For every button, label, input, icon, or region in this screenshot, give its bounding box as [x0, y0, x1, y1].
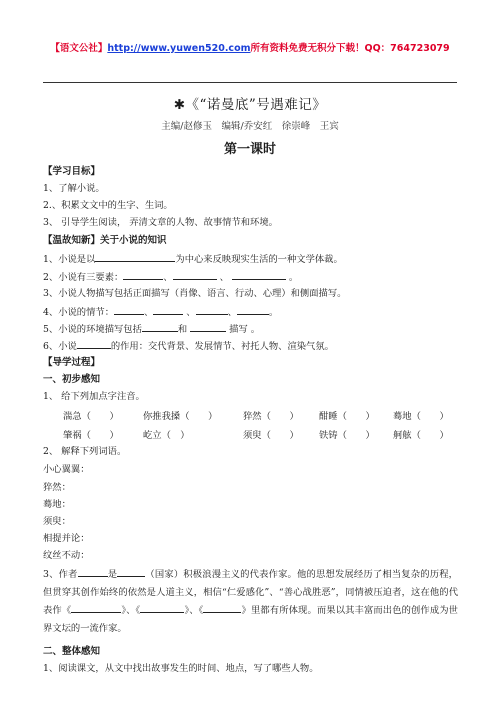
part-two-heading: 二、整体感知 — [43, 646, 101, 657]
goal-item: 2.、积累文文中的生字、生词。 — [43, 200, 173, 211]
header-suffix: 所有资料免费无积分下载！QQ：764723079 — [250, 43, 450, 54]
page-title: ✱《“诺曼底”号遇难记》 — [173, 97, 327, 113]
vocab-item: 须臾： — [43, 516, 71, 527]
fill-blank[interactable] — [95, 252, 175, 262]
question-1: 1、 给下列加点字注音。 — [43, 391, 145, 402]
pinyin-item: 肇祸（ ） — [63, 430, 119, 441]
pinyin-row-2 — [63, 427, 463, 441]
fill-blank[interactable] — [237, 305, 269, 315]
fill-blank[interactable] — [190, 322, 226, 332]
site-header — [0, 40, 500, 54]
goals-heading: 【学习目标】 — [43, 166, 101, 177]
pinyin-item: 须臾（ ） — [243, 430, 299, 441]
header-url-link[interactable]: http://www.yuwen520.com — [107, 43, 251, 54]
fill-blank[interactable] — [123, 270, 163, 280]
pinyin-item: 你推我搡（ ） — [143, 411, 218, 422]
vocab-item: 相提并论： — [43, 533, 90, 544]
pinyin-item: 湍急（ ） — [63, 411, 119, 422]
pinyin-row-1 — [63, 408, 463, 422]
part-one-heading: 一、初步感知 — [43, 374, 101, 385]
question-4: 1、阅读课文，从文中找出故事发生的时间、地点，写了哪些人物。 — [43, 663, 319, 674]
pinyin-item: 蓦地（ ） — [393, 411, 449, 422]
review-line-6: 6、小说 的作用：交代背景、发展情节、衬托人物、渲染气氛。 — [43, 341, 334, 352]
fill-blank[interactable] — [196, 305, 228, 315]
review-line-5: 5、小说的环境描写包括 和 描写 。 — [43, 324, 260, 335]
fill-blank[interactable] — [232, 270, 286, 280]
editors-line: 主编/赵修玉 编辑/乔安红 徐崇峰 王宾 — [161, 121, 339, 132]
fill-blank[interactable] — [153, 305, 183, 315]
fill-blank[interactable] — [117, 567, 145, 577]
vocab-item: 纹丝不动： — [43, 550, 90, 561]
review-line-4: 4、小说的情节： 、 、 、 。 — [43, 307, 279, 318]
review-line-2: 2、小说有三要素： 、 、 。 — [43, 272, 299, 283]
goal-item: 3、 引导学生阅读， 弄清文章的人物、故事情节和环境。 — [43, 217, 278, 228]
vocab-item: 猝然： — [43, 482, 71, 493]
fill-blank[interactable] — [142, 322, 178, 332]
pinyin-item: 舸舷（ ） — [393, 430, 449, 441]
vocab-item: 小心翼翼： — [43, 464, 90, 475]
fill-blank[interactable] — [140, 603, 184, 613]
review-line-1: 1、小说是以 为中心来反映现实生活的一种文学体裁。 — [43, 254, 343, 265]
guide-heading: 【导学过程】 — [43, 357, 101, 368]
pinyin-item: 屹立（ ） — [143, 430, 190, 441]
header-divider — [43, 82, 457, 83]
question-3-paragraph: 3、作者 是 （国家）积极浪漫主义的代表作家。他的思想发展经历了相当复杂的历程，但贯穿其创作始终的依然是人道主义，相信“仁爱感化”、“善心战胜恶”，同情被压迫者，这在他的代表作《 》、《 》、《 》里都有所体现。而果以其丰富而出色的创作成为世界文坛的一流作家。 — [43, 569, 458, 634]
fill-blank[interactable] — [114, 305, 144, 315]
fill-blank[interactable] — [203, 603, 241, 613]
vocab-item: 蓦地： — [43, 499, 71, 510]
header-prefix: 【语文公社】 — [50, 43, 108, 54]
question-2: 2、 解释下列词语。 — [43, 446, 127, 457]
pinyin-item: 酣睡（ ） — [319, 411, 375, 422]
pinyin-item: 铁铸（ ） — [319, 430, 375, 441]
review-heading: 【温故知新】关于小说的知识 — [43, 235, 167, 246]
fill-blank[interactable] — [77, 339, 111, 349]
pinyin-item: 猝然（ ） — [243, 411, 299, 422]
lesson-heading: 第一课时 — [223, 142, 276, 157]
goal-item: 1、了解小说。 — [43, 183, 105, 194]
fill-blank[interactable] — [71, 603, 121, 613]
fill-blank[interactable] — [78, 567, 108, 577]
fill-blank[interactable] — [173, 270, 217, 280]
review-line-3: 3、小说人物描写包括正面描写（肖像、语言、行动、心理）和侧面描写。 — [43, 288, 347, 299]
